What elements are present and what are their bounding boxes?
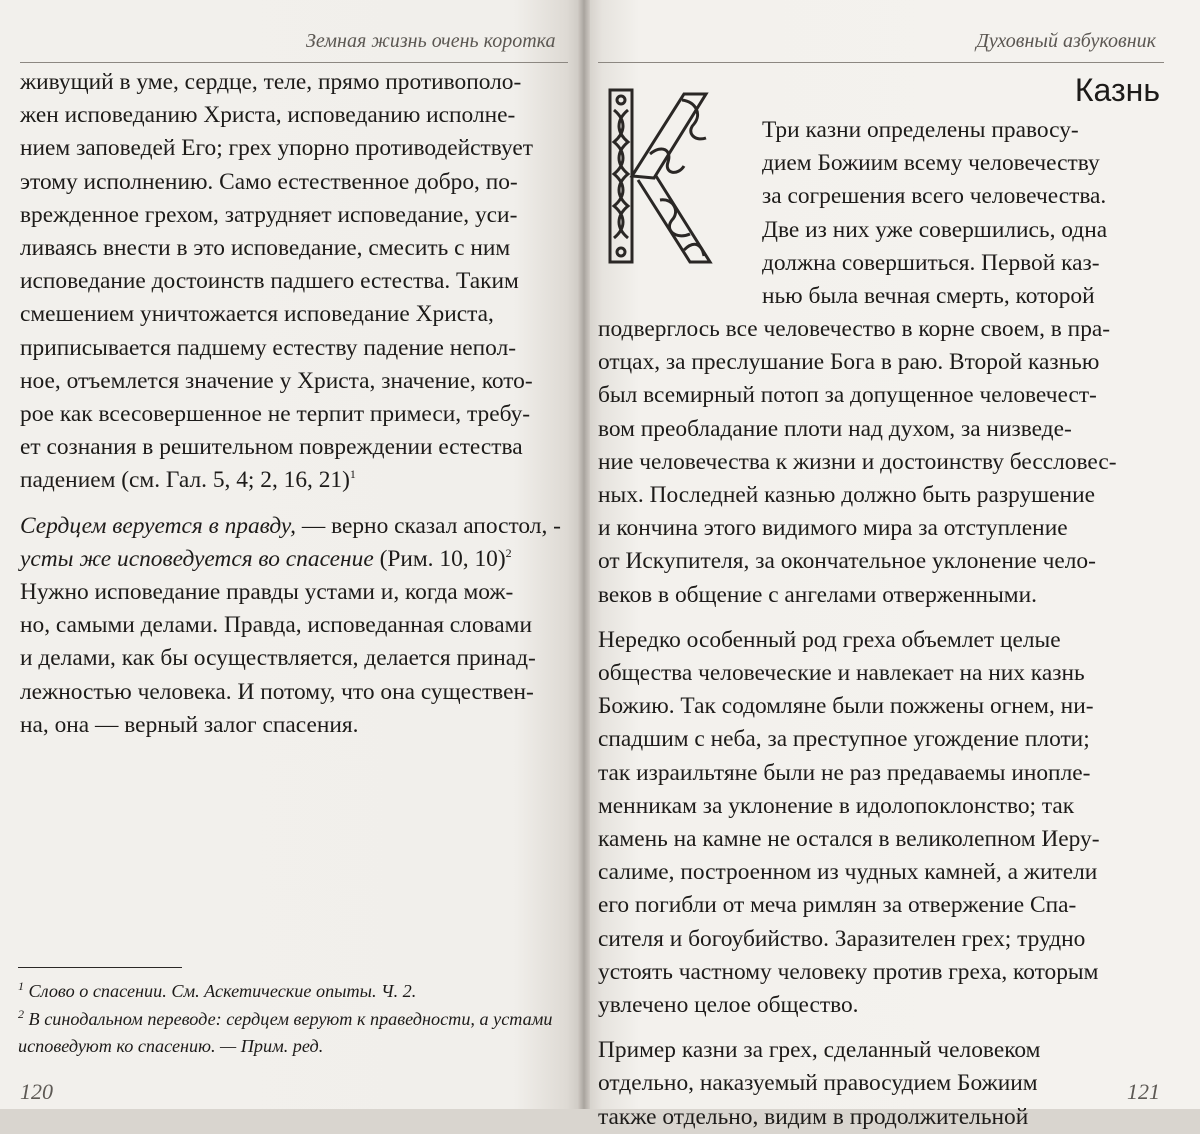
text-line: рое как всесовершенное не терпит примеси, требу- [20,401,531,428]
footnote-ref[interactable]: 2 [505,546,512,561]
text-line: ное, отъемлется значение у Христа, значение, кото- [20,367,533,394]
text-line: и делами, как бы осуществляется, делается принад- [20,645,536,672]
text-line: врежденное грехом, затрудняет исповедание, уси- [20,201,518,228]
page-number-left: 120 [20,1079,53,1104]
footnote-2: $^2$ В синодальном переводе: сердцем веруют к праведности, а устами [18,1006,553,1029]
text-line: Нужно исповедание правды устами и, когда мож- [20,579,514,606]
text-line: сителя и богоубийство. Заразителен грех; трудно [598,925,1086,952]
text-line: вом преобладание плоти над духом, за низведе- [598,415,1072,442]
text-line: жен исповеданию Христа, исповеданию исполне- [20,102,516,129]
text-line: Пример казни за грех, сделанный человеком [598,1037,1041,1064]
text-line: Три казни определены правосу- [762,117,1079,143]
text-line: должна совершиться. Первой каз- [762,249,1100,276]
text-line: нью была вечная смерть, которой [762,283,1095,310]
text-line: этому исполнению. Само естественное добро, по- [20,168,518,195]
text-line: его погибли от меча римлян за отвержение Спа- [598,892,1077,919]
footnote-ref[interactable]: 1 [349,467,356,482]
quote-line: усты же исповедуется во спасение (Рим. 10, 10)$^2$ [20,545,512,572]
right-body-intro [762,114,1176,313]
book-gutter [578,0,590,1109]
text-line: живущий в уме, сердце, теле, прямо противополо- [20,69,522,95]
right-body-text [598,313,1176,1134]
text-line: приписывается падшему естеству падение непол- [20,334,517,361]
left-page [0,0,584,1109]
text-line: за согрешения всего человечества. [762,183,1107,210]
text-line: Нередко особенный род греха объемлет целые [598,626,1061,653]
text-line: лежностью человека. И потому, что она существен- [20,678,534,705]
text-line: так израильтяне были не раз предаваемы инопле- [598,759,1091,786]
footnote-2-cont: исповедуют ко спасению. — Прим. ред. [18,1036,324,1056]
text-line: салиме, построенном из чудных камней, а жители [598,859,1098,886]
text-line: отдельно, наказуемый правосудием Божиим [598,1070,1038,1097]
text-line-last: падением (см. Гал. 5, 4; 2, 16, 21)$^1$ [20,467,356,494]
text-line: но, самыми делами. Правда, исповеданная словами [20,612,532,639]
text-line: веков в общение с ангелами отверженными. [598,581,1037,608]
text-line: дием Божиим всему человечеству [762,150,1100,177]
text-line: ет сознания в решительном повреждении естества [20,434,523,461]
text-line: ние человечества к жизни и достоинству бессловес- [598,448,1117,475]
footnote-rule [18,967,182,968]
text-line: менникам за уклонение в идолопоклонство; так [598,792,1075,819]
text-line: общества человеческие и навлекает на них казнь [598,660,1085,687]
scripture-quote: Сердцем веруется в правду, [20,512,296,539]
running-head-right: Духовный азбуковник [976,30,1156,52]
header-rule-right [598,62,1164,63]
ornamental-drop-cap-k [598,80,716,272]
text-line: Божию. Так содомляне были пожжены огнем, ни- [598,693,1094,720]
footnotes [18,978,563,1061]
left-body-text [20,66,566,742]
text-line: устоять частному человеку против греха, которым [598,958,1099,985]
text-line: и кончина этого видимого мира за отступление [598,515,1068,542]
text-line: камень на камне не остался в великолепном Иеру- [598,826,1100,853]
text-line: Две из них уже совершились, одна [762,216,1108,243]
text-line: от Искупителя, за окончательное уклонение чело- [598,548,1096,575]
header-rule-left [20,62,568,63]
right-page [584,0,1200,1130]
text-line: нием заповедей Его; грех упорно противодействует [20,135,534,162]
footnote-1: $^1$ Слово о спасении. См. Аскетические опыты. Ч. 2. [18,978,417,1001]
text-line: также отдельно, видим в продолжительной [598,1103,1029,1130]
text-line: спадшим с неба, за преступное угождение плоти; [598,726,1090,753]
page-number-right: 121 [1127,1079,1160,1104]
scripture-quote: усты же исповедуется во спасение [20,545,374,572]
text-line: смешением уничтожается исповедание Христа, [20,301,494,328]
text-line: увлечено целое общество. [598,992,859,1019]
text-line: был всемирный потоп за допущенное человечест- [598,382,1097,409]
quote-line: Сердцем веруется в правду, — верно сказал апостол, - [20,512,561,539]
text-line: на, она — верный залог спасения. [20,711,359,738]
text-line: исповедание достоинств падшего естества. Таким [20,268,519,295]
text-line: ливаясь внести в это исповедание, смесить с ним [20,235,511,262]
running-head-left: Земная жизнь очень коротка [306,30,556,52]
article-title: Казнь [1074,72,1160,108]
text-line: отцах, за преслушание Бога в раю. Второй казнью [598,349,1100,376]
text-line: подверглось все человечество в корне своем, в пра- [598,316,1111,342]
text-line: ных. Последней казнью должно быть разрушение [598,482,1095,509]
